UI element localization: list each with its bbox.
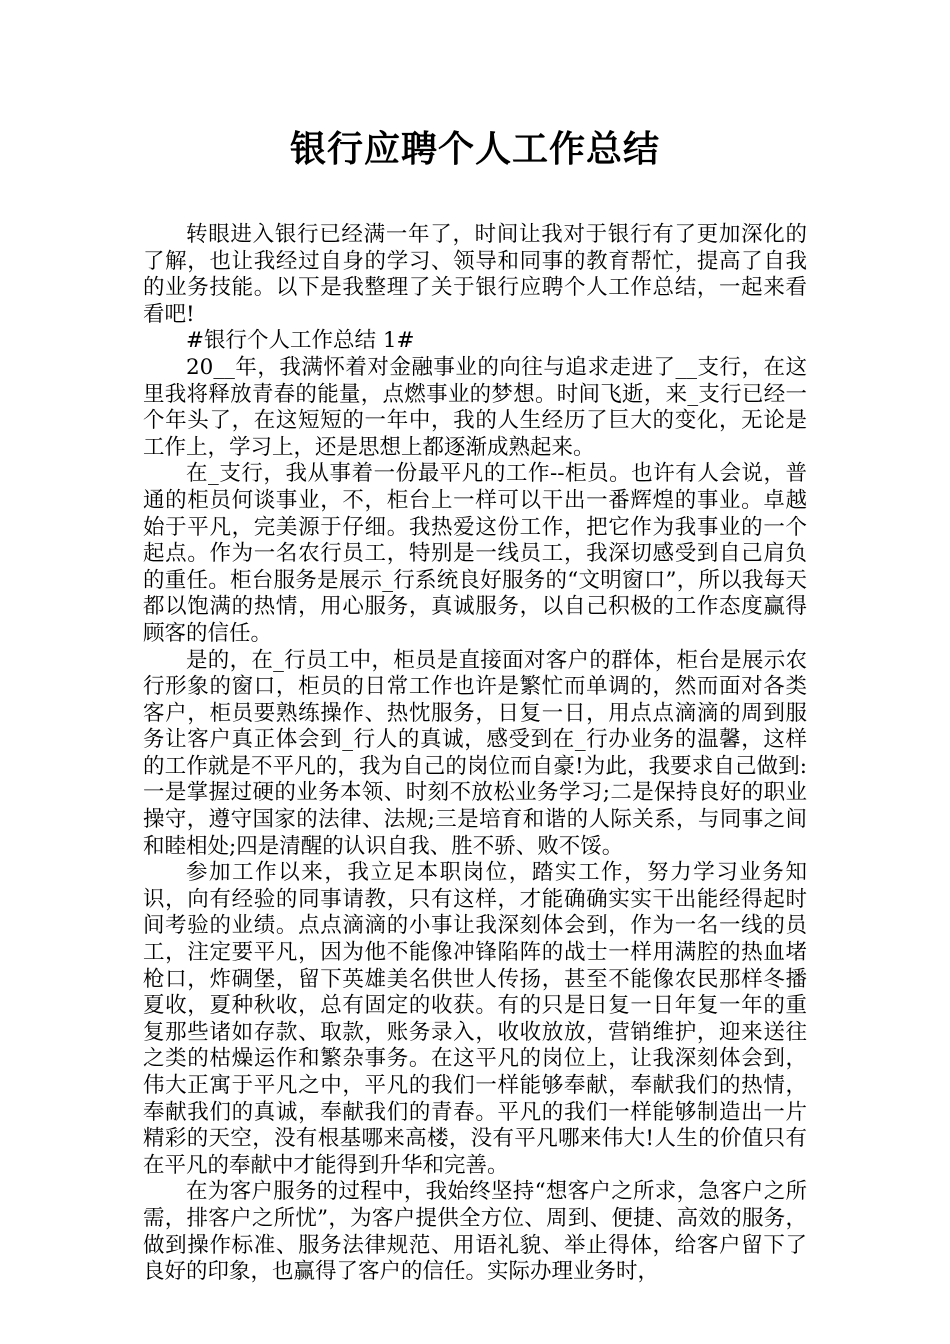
paragraph: 20__年，我满怀着对金融事业的向往与追求走进了__支行，在这里我将释放青春的能量，点燃事业的梦想。时间飞逝，来_支行已经一个年头了，在这短短的一年中，我的人生经历了巨大的变化，无论是工作上，学习上，还是思想上都逐渐成熟起来。 (143, 354, 807, 460)
paragraph: 在_支行，我从事着一份最平凡的工作--柜员。也许有人会说，普通的柜员何谈事业，不，柜台上一样可以干出一番辉煌的事业。卓越始于平凡，完美源于仔细。我热爱这份工作，把它作为我事业的一个起点。作为一名农行员工，特别是一线员工，我深切感受到自己肩负的重任。柜台服务是展示_行系统良好服务的“文明窗口”，所以我每天都以饱满的热情，用心服务，真诚服务，以自己积极的工作态度赢得顾客的信任。 (143, 461, 807, 646)
paragraph: 是的，在_行员工中，柜员是直接面对客户的群体，柜台是展示农行形象的窗口，柜员的日常工作也许是繁忙而单调的，然而面对各类客户，柜员要熟练操作、热忱服务，日复一日，用点点滴滴的周到服务让客户真正体会到_行人的真诚，感受到在_行办业务的温馨，这样的工作就是不平凡的，我为自己的岗位而自豪!为此，我要求自己做到:一是掌握过硬的业务本领、时刻不放松业务学习;二是保持良好的职业操守，遵守国家的法律、法规;三是培育和谐的人际关系，与同事之间和睦相处;四是清醒的认识自我、胜不骄、败不馁。 (143, 647, 807, 859)
document-body (143, 222, 807, 1286)
paragraph: 在为客户服务的过程中，我始终坚持“想客户之所求，急客户之所需，排客户之所忧”，为客户提供全方位、周到、便捷、高效的服务，做到操作标准、服务法律规范、用语礼貌、举止得体，给客户留下了良好的印象，也赢得了客户的信任。实际办理业务时， (143, 1179, 807, 1285)
paragraph-intro: 转眼进入银行已经满一年了，时间让我对于银行有了更加深化的了解，也让我经过自身的学习、领导和同事的教育帮忙，提高了自我的业务技能。以下是我整理了关于银行应聘个人工作总结，一起来看看吧! (143, 222, 807, 327)
paragraph: 参加工作以来，我立足本职岗位，踏实工作，努力学习业务知识，向有经验的同事请教，只有这样，才能确确实实干出能经得起时间考验的业绩。点点滴滴的小事让我深刻体会到，作为一名一线的员工，注定要平凡，因为他不能像冲锋陷阵的战士一样用满腔的热血堵枪口，炸碉堡，留下英雄美名供世人传扬，甚至不能像农民那样冬播夏收，夏种秋收，总有固定的收获。有的只是日复一日年复一年的重复那些诸如存款、取款，账务录入，收收放放，营销维护，迎来送往之类的枯燥运作和繁杂事务。在这平凡的岗位上，让我深刻体会到，伟大正寓于平凡之中，平凡的我们一样能够奉献，奉献我们的热情，奉献我们的真诚，奉献我们的青春。平凡的我们一样能够制造出一片精彩的天空，没有根基哪来高楼，没有平凡哪来伟大!人生的价值只有在平凡的奉献中才能得到升华和完善。 (143, 860, 807, 1178)
document-title: 银行应聘个人工作总结 (289, 129, 660, 170)
section-heading: #银行个人工作总结 1# (186, 328, 415, 354)
